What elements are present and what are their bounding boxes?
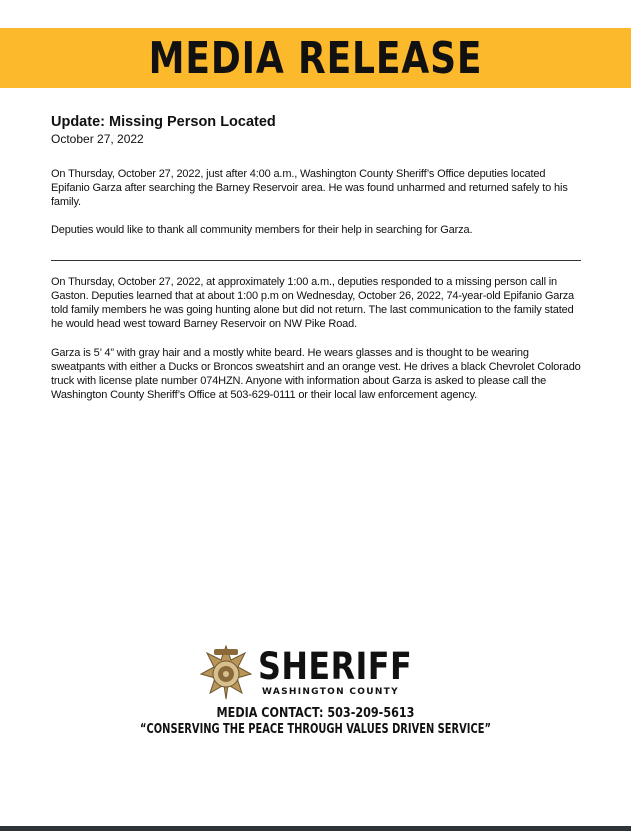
county-logo-text: WASHINGTON COUNTY — [262, 687, 399, 697]
section-divider — [51, 260, 581, 261]
sheriff-star-badge-icon — [200, 644, 252, 700]
original-report-paragraph: On Thursday, October 27, 2022, at approximately 1:00 a.m., deputies responded to a missing person call in Gaston. Deputies learned that at about 1:00 p.m on Wednesday, October 26, 2022, 74-year-old Epifanio Garza told family members he was going hunting alone but did not return. The last communication to the family stated he would head west toward Barney Reservoir on NW Pike Road. — [51, 276, 575, 330]
update-paragraph: On Thursday, October 27, 2022, just after 4:00 a.m., Washington County Sheriff’s Office deputies located Epifanio Garza after searching the Barney Reservoir area. He was found unharmed and returned safely to his family. — [51, 168, 568, 208]
banner-title: MEDIA RELEASE — [148, 33, 483, 84]
media-contact: MEDIA CONTACT: 503-209-5613 — [216, 706, 415, 721]
bottom-edge-bar — [0, 826, 631, 831]
agency-motto: “CONSERVING THE PEACE THROUGH VALUES DRIVEN SERVICE” — [140, 722, 491, 737]
description-paragraph: Garza is 5’ 4” with gray hair and a mostly white beard. He wears glasses and is thought to be wearing sweatpants with either a Ducks or Broncos sweatshirt and an orange vest. He drives a black Chevrolet Colorado truck with license plate number 074HZN. Anyone with information about Garza is asked to please call the Washington County Sheriff’s Office at 503-629-0111 or their local law enforcement agency. — [51, 347, 581, 401]
sheriff-logo-text: SHERIFF — [258, 645, 413, 688]
release-date: October 27, 2022 — [51, 132, 144, 146]
thanks-paragraph: Deputies would like to thank all community members for their help in searching for Garza. — [51, 224, 473, 236]
release-body — [51, 114, 581, 401]
release-headline: Update: Missing Person Located — [51, 114, 276, 130]
